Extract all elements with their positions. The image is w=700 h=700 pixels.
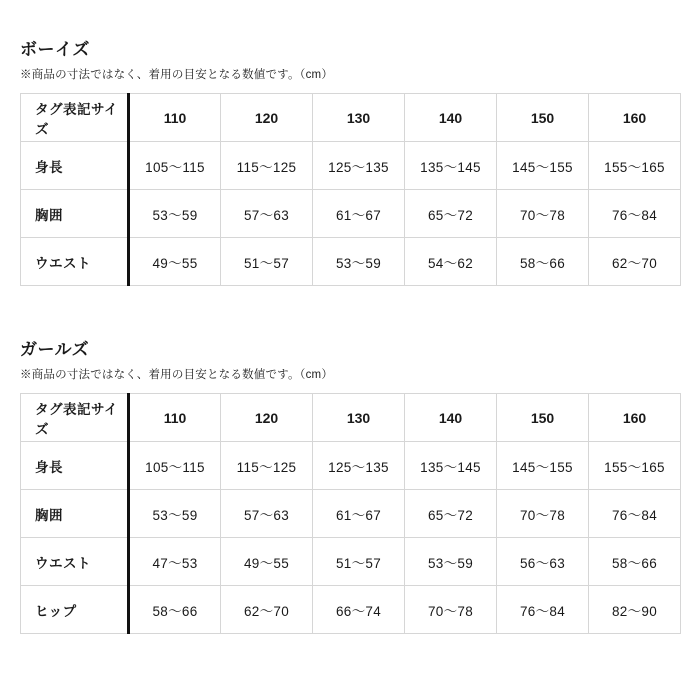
table-cell: 76〜84 — [497, 586, 589, 634]
table-cell: 105〜115 — [129, 442, 221, 490]
column-header-tag-size: タグ表記サイズ — [21, 394, 129, 442]
row-label: 身長 — [21, 442, 129, 490]
column-header-size: 130 — [313, 394, 405, 442]
table-row — [21, 442, 681, 490]
size-section-girls — [20, 340, 680, 634]
table-cell: 145〜155 — [497, 142, 589, 190]
table-cell: 57〜63 — [221, 490, 313, 538]
table-cell: 82〜90 — [589, 586, 681, 634]
section-title-girls: ガールズ — [20, 340, 90, 359]
table-cell: 51〜57 — [221, 238, 313, 286]
table-cell: 49〜55 — [221, 538, 313, 586]
size-table-girls — [20, 393, 681, 634]
table-cell: 53〜59 — [129, 190, 221, 238]
table-cell: 56〜63 — [497, 538, 589, 586]
table-cell: 49〜55 — [129, 238, 221, 286]
column-header-size: 150 — [497, 94, 589, 142]
table-cell: 155〜165 — [589, 142, 681, 190]
table-cell: 51〜57 — [313, 538, 405, 586]
table-cell: 53〜59 — [313, 238, 405, 286]
column-header-size: 120 — [221, 394, 313, 442]
table-cell: 70〜78 — [497, 490, 589, 538]
table-cell: 66〜74 — [313, 586, 405, 634]
table-cell: 135〜145 — [405, 142, 497, 190]
table-cell: 145〜155 — [497, 442, 589, 490]
column-header-size: 140 — [405, 94, 497, 142]
table-row — [21, 490, 681, 538]
table-cell: 76〜84 — [589, 190, 681, 238]
section-note-girls: ※商品の寸法ではなく、着用の目安となる数値です。（cm） — [20, 369, 334, 382]
column-header-size: 120 — [221, 94, 313, 142]
table-row — [21, 190, 681, 238]
table-cell: 47〜53 — [129, 538, 221, 586]
table-row — [21, 238, 681, 286]
table-cell: 58〜66 — [129, 586, 221, 634]
table-row — [21, 586, 681, 634]
table-cell: 125〜135 — [313, 442, 405, 490]
table-cell: 115〜125 — [221, 442, 313, 490]
table-cell: 54〜62 — [405, 238, 497, 286]
column-header-size: 150 — [497, 394, 589, 442]
row-label: 身長 — [21, 142, 129, 190]
table-cell: 115〜125 — [221, 142, 313, 190]
table-cell: 155〜165 — [589, 442, 681, 490]
table-header-row — [21, 394, 681, 442]
column-header-size: 160 — [589, 394, 681, 442]
table-row — [21, 538, 681, 586]
table-cell: 105〜115 — [129, 142, 221, 190]
section-title-boys: ボーイズ — [20, 40, 90, 59]
table-cell: 62〜70 — [589, 238, 681, 286]
table-cell: 61〜67 — [313, 190, 405, 238]
table-row — [21, 142, 681, 190]
table-cell: 57〜63 — [221, 190, 313, 238]
table-cell: 70〜78 — [405, 586, 497, 634]
section-note-boys: ※商品の寸法ではなく、着用の目安となる数値です。（cm） — [20, 69, 334, 82]
column-header-size: 110 — [129, 94, 221, 142]
table-cell: 76〜84 — [589, 490, 681, 538]
column-header-size: 160 — [589, 94, 681, 142]
row-label: 胸囲 — [21, 190, 129, 238]
table-cell: 53〜59 — [405, 538, 497, 586]
table-cell: 65〜72 — [405, 490, 497, 538]
row-label: ウエスト — [21, 538, 129, 586]
table-cell: 61〜67 — [313, 490, 405, 538]
size-section-boys — [20, 40, 680, 286]
table-cell: 62〜70 — [221, 586, 313, 634]
table-cell: 53〜59 — [129, 490, 221, 538]
table-cell: 70〜78 — [497, 190, 589, 238]
row-label: ウエスト — [21, 238, 129, 286]
table-cell: 65〜72 — [405, 190, 497, 238]
table-cell: 135〜145 — [405, 442, 497, 490]
column-header-size: 140 — [405, 394, 497, 442]
column-header-size: 110 — [129, 394, 221, 442]
size-table-boys — [20, 93, 681, 286]
column-header-tag-size: タグ表記サイズ — [21, 94, 129, 142]
table-cell: 58〜66 — [589, 538, 681, 586]
column-header-size: 130 — [313, 94, 405, 142]
row-label: ヒップ — [21, 586, 129, 634]
row-label: 胸囲 — [21, 490, 129, 538]
table-cell: 58〜66 — [497, 238, 589, 286]
table-cell: 125〜135 — [313, 142, 405, 190]
table-header-row — [21, 94, 681, 142]
